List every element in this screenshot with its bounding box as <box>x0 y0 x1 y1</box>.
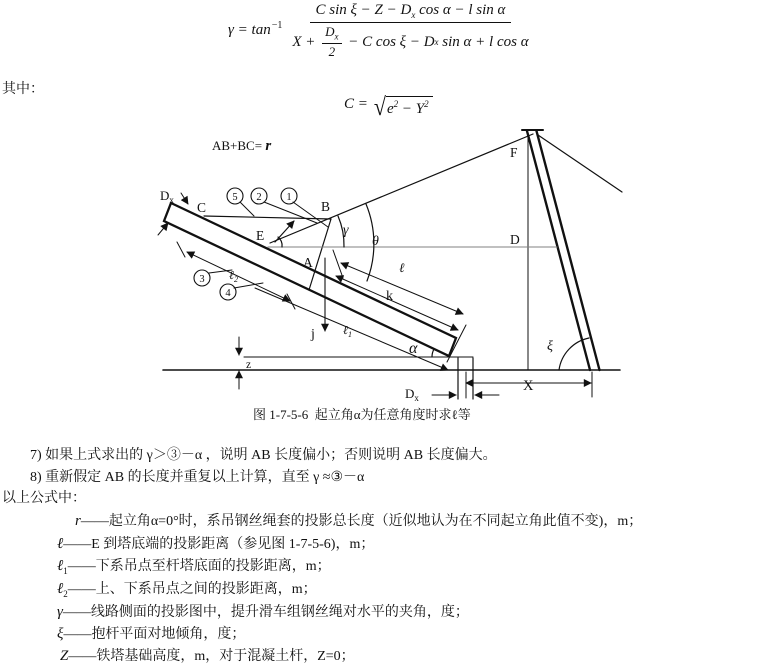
dim-arrow-dx-top-lower <box>158 223 168 235</box>
point-label-f: F <box>510 145 518 160</box>
formula-gamma <box>228 2 535 60</box>
dim-label-l2: ℓ$_2$ <box>229 268 238 284</box>
dim-label-k: k <box>386 289 393 304</box>
point-label-a: A <box>303 255 313 270</box>
circle-1-digit: 1 <box>286 192 292 203</box>
gin-pole-left-edge <box>527 131 590 370</box>
dim-tick-b <box>333 250 343 278</box>
where-label: 其中： <box>2 82 44 97</box>
fraction-denominator: X + $\frac{D_x}{2}$ − C cos ξ − D x sin α + l cos α <box>292 24 529 60</box>
formula-c-lhs: C = <box>344 96 368 112</box>
definition-z: Z——铁塔基础高度，m，对于混凝土杆，Z=0； <box>60 648 355 664</box>
radical-sign: √ <box>373 92 386 121</box>
fraction-numerator: C $\sin \xi - Z - D_x$ cos α − l sin α <box>310 2 512 23</box>
dim-arrow-dx-top-upper <box>181 193 188 204</box>
angle-label-xi: ξ <box>547 339 553 354</box>
dim-label-z: z <box>246 359 252 371</box>
circle-3-digit: 3 <box>199 274 205 285</box>
dim-tick-l2-end <box>287 294 295 309</box>
angle-arc-alpha <box>432 349 434 357</box>
definition-l: ℓ——E 到塔底端的投影距离（参见图 1-7-5-6)，m； <box>57 536 375 552</box>
angle-label-alpha: α <box>409 340 418 357</box>
formula-gamma-fraction <box>286 2 534 60</box>
step-7-text: 7) 如果上式求出的 γ＞③－α ，说明 AB 长度偏小；否则说明 AB 长度偏大。 <box>30 448 497 463</box>
circle-2-digit: 2 <box>256 192 262 203</box>
definition-l1: ℓ$_1$——下系吊点至杆塔底面的投影距离，m； <box>57 558 331 576</box>
dim-label-x: X <box>523 378 534 394</box>
leader-rope-2 <box>264 202 317 223</box>
point-label-b: B <box>321 199 331 214</box>
dim-label-dx-top: $D_x$ <box>160 188 174 205</box>
figure-caption: 图 1-7-5-6 起立角α为任意角度时求ℓ等 <box>253 407 471 422</box>
definition-gamma: γ——线路侧面的投影图中，提升滑车组钢丝绳对水平的夹角，度； <box>57 604 469 620</box>
circle-5-digit: 5 <box>232 192 238 203</box>
dim-label-j: j <box>311 327 315 342</box>
leader-rope-5 <box>240 202 254 216</box>
hoist-rope-line <box>270 134 533 243</box>
dim-label-dx-bottom: $D_x$ <box>405 386 419 403</box>
dim-label-l1: ℓ$_1$ <box>343 323 352 339</box>
definition-l2: ℓ$_2$——上、下系吊点之间的投影距离，m； <box>57 581 317 599</box>
step-8-text: 8) 重新假定 AB 的长度并重复以上计算，直至 γ ≈③－α <box>30 470 365 485</box>
statement-ab-bc-r: AB+BC= r <box>212 138 272 154</box>
point-label-c: C <box>197 200 207 215</box>
definition-r: r——起立角α=0°时，系吊钢丝绳套的投影总长度（近似地认为在不同起立角此值不变)，m； <box>75 513 643 529</box>
circle-4-digit: 4 <box>225 288 231 299</box>
definitions-intro: 以上公式中： <box>2 491 86 506</box>
formula-c <box>344 92 433 121</box>
point-label-e: E <box>256 228 265 243</box>
gin-pole-right-edge <box>537 131 600 370</box>
formula-c-radicand: $e^2 - Y^2$ <box>386 96 433 118</box>
erection-diagram <box>150 126 642 422</box>
angle-arc-xi <box>559 338 589 370</box>
definition-xi: ξ——抱杆平面对地倾角，度； <box>57 626 246 642</box>
angle-label-gamma: γ <box>343 223 349 238</box>
point-label-d: D <box>510 232 520 247</box>
rope-direction-arrow-e <box>275 221 294 242</box>
dx-over-2-fraction: $\frac{D_x}{2}$ <box>322 25 341 60</box>
formula-gamma-lhs: γ = tan <box>228 22 271 39</box>
angle-label-theta: θ <box>372 234 379 249</box>
leader-rope-4 <box>234 283 263 288</box>
dim-tick-l2-start <box>177 242 185 257</box>
formula-gamma-exponent: −1 <box>271 20 283 32</box>
dim-label-l: ℓ <box>399 260 405 275</box>
rope-cb-line <box>204 216 331 219</box>
